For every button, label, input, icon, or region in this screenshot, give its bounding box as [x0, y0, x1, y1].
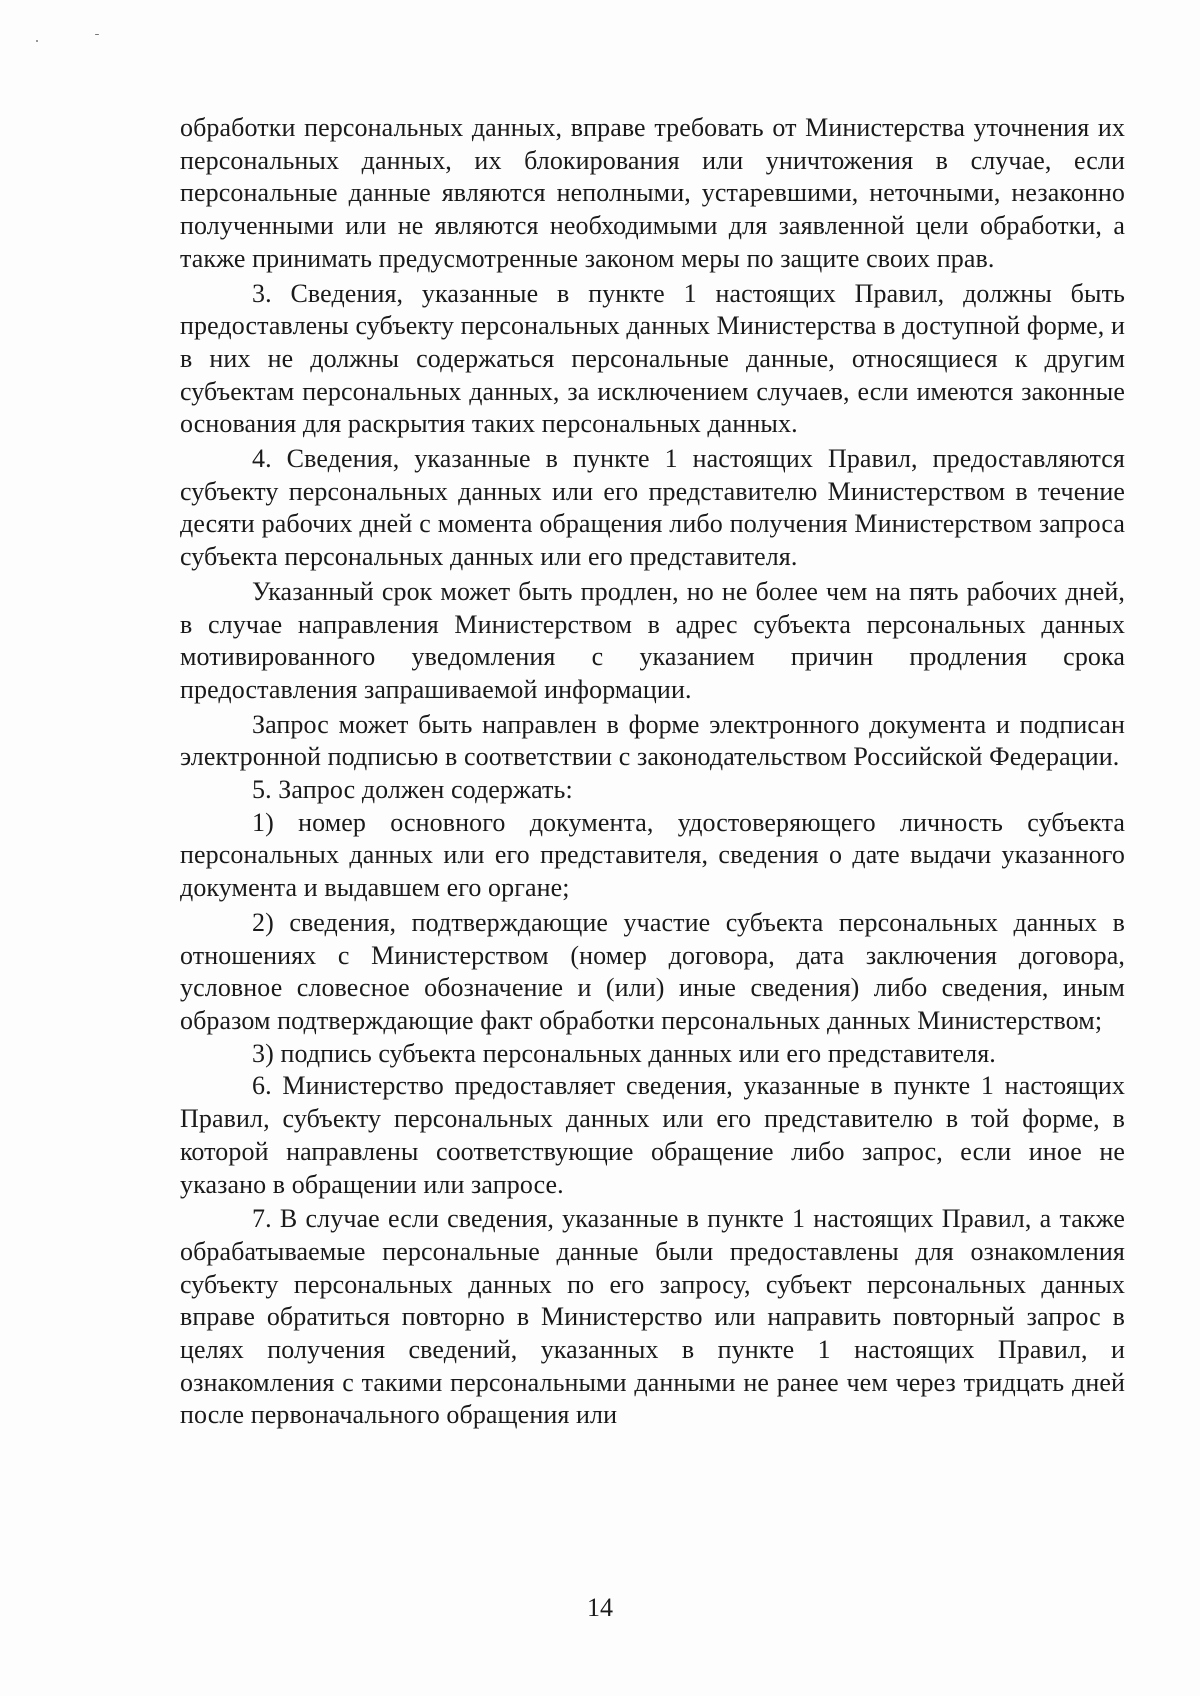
paragraph-subitem-2: 2) сведения, подтверждающие участие субъекта персональных данных в отношениях с Министерством (номер договора, дата заключения договора, условное словесное обозначение и (или) иные сведения) либо сведения, иным образом подтверждающие факт обработки персональных данных Министерством; — [180, 907, 1125, 1035]
paragraph-item-7: 7. В случае если сведения, указанные в пункте 1 настоящих Правил, а также обрабатываемые персональные данные были предоставлены для ознакомления субъекту персональных данных по его запросу, субъект персональных данных вправе обратиться повторно в Министерство или направить повторный запрос в целях получения сведений, указанных в пункте 1 настоящих Правил, и ознакомления с такими персональными данными не ранее чем через тридцать дней после первоначального обращения или — [180, 1204, 1125, 1430]
scan-speck — [36, 40, 38, 42]
paragraph-item-6: 6. Министерство предоставляет сведения, указанные в пункте 1 настоящих Правил, субъекту персональных данных или его представителю в той форме, в которой направлены соответствующие обращение либо запрос, если иное не указано в обращении или запросе. — [180, 1071, 1125, 1199]
paragraph-subitem-1: 1) номер основного документа, удостоверяющего личность субъекта персональных данных или его представителя, сведения о дате выдачи указанного документа и выдавшем его органе; — [180, 807, 1125, 903]
document-body — [180, 112, 1125, 1432]
paragraph-item-3: 3. Сведения, указанные в пункте 1 настоящих Правил, должны быть предоставлены субъекту персональных данных Министерства в доступной форме, и в них не должны содержаться персональные данные, относящиеся к другим субъектам персональных данных, за исключением случаев, если имеются законные основания для раскрытия таких персональных данных. — [180, 278, 1125, 439]
paragraph-term-extension: Указанный срок может быть продлен, но не более чем на пять рабочих дней, в случае направления Министерством в адрес субъекта персональных данных мотивированного уведомления с указанием причин продления срока предоставления запрашиваемой информации. — [180, 576, 1125, 704]
paragraph-item-4: 4. Сведения, указанные в пункте 1 настоящих Правил, предоставляются субъекту персональных данных или его представителю Министерством в течение десяти рабочих дней с момента обращения либо получения Министерством запроса субъекта персональных данных или его представителя. — [180, 444, 1125, 572]
paragraph-continuation: обработки персональных данных, вправе требовать от Министерства уточнения их персональных данных, их блокирования или уничтожения в случае, если персональные данные являются неполными, устаревшими, неточными, незаконно полученными или не являются необходимыми для заявленной цели обработки, а также принимать предусмотренные законом меры по защите своих прав. — [180, 113, 1125, 273]
page-number: 14 — [587, 1593, 613, 1622]
paragraph-item-5: 5. Запрос должен содержать: — [252, 775, 573, 805]
paragraph-subitem-3: 3) подпись субъекта персональных данных или его представителя. — [252, 1038, 996, 1068]
scan-speck — [95, 34, 99, 35]
paragraph-electronic-request: Запрос может быть направлен в форме электронного документа и подписан электронной подписью в соответствии с законодательством Российской Федерации. — [180, 709, 1125, 772]
